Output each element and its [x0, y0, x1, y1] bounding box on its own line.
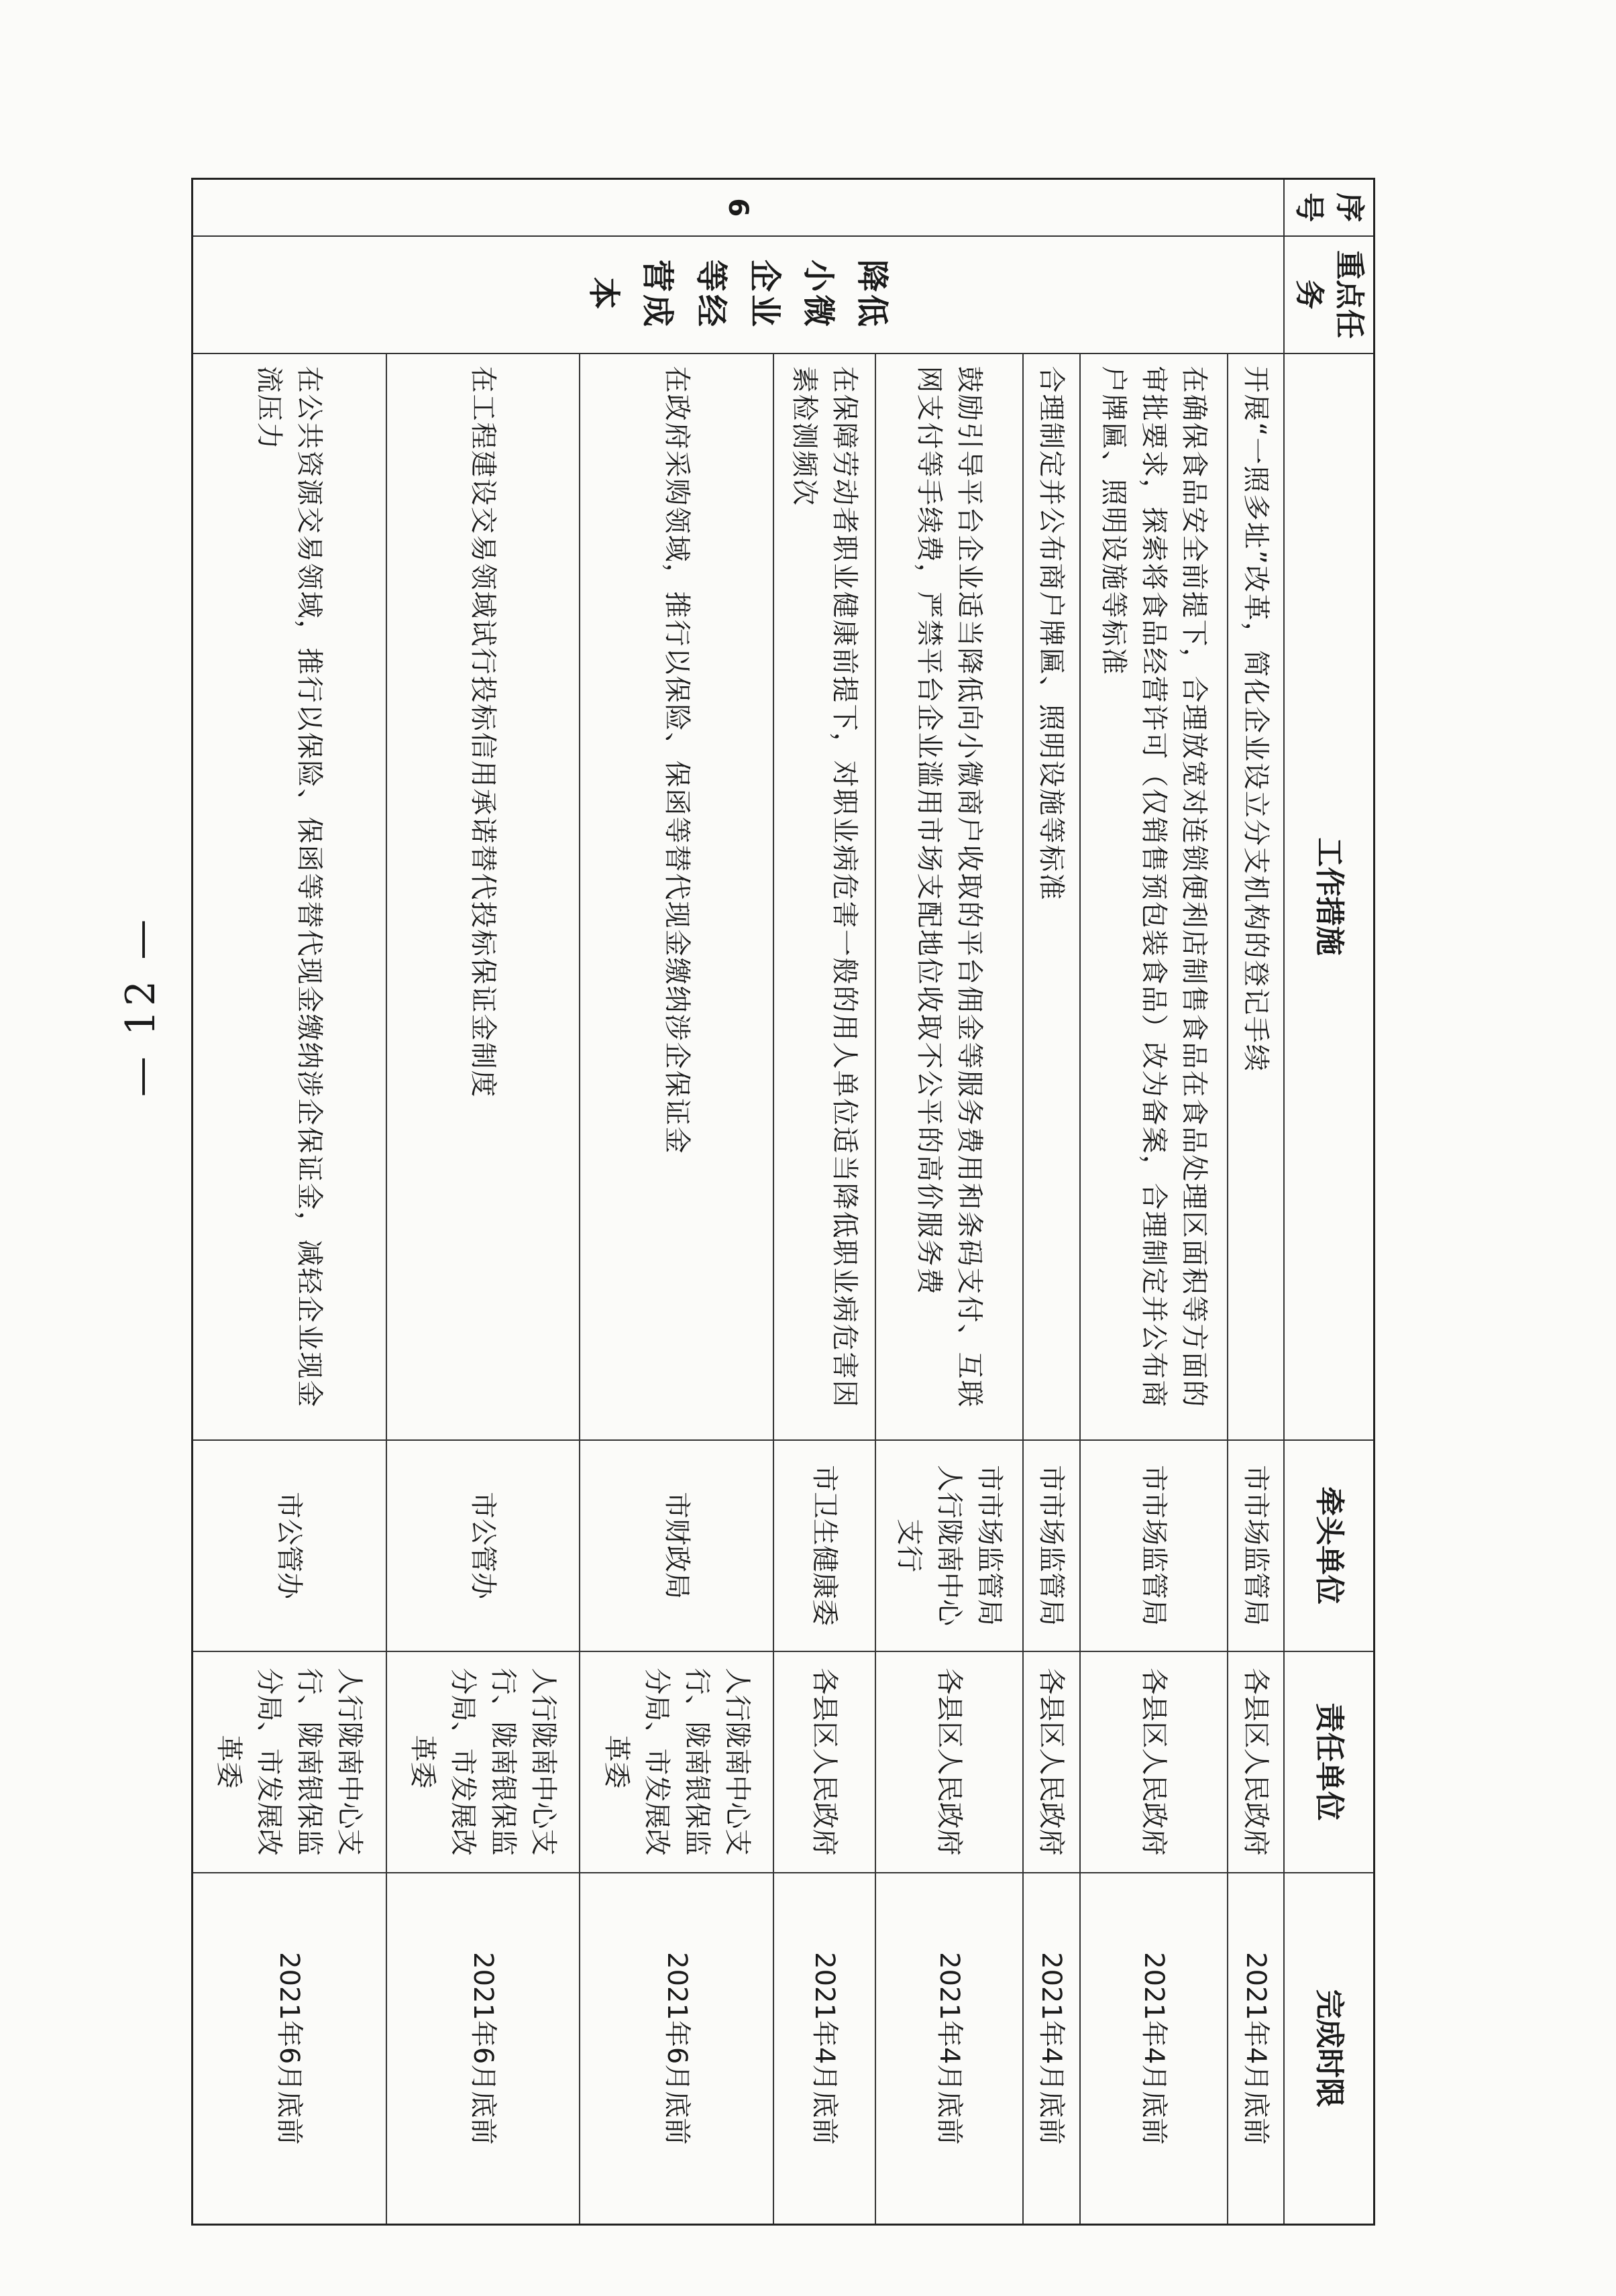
header-row: [1284, 179, 1375, 2225]
deadline-cell: 2021年4月底前: [875, 1873, 1023, 2225]
measure-cell: 合理制定并公布商户牌匾、照明设施等标准: [1023, 353, 1079, 1440]
task-cell: 降低小微企业等经营成本: [193, 236, 1285, 353]
responsible-cell: 各县区人民政府: [875, 1651, 1023, 1873]
lead-cell: 市卫生健康委: [773, 1440, 875, 1651]
seq-cell: 6: [193, 179, 1285, 236]
measure-cell: 开展“一照多址”改革，简化企业设立分支机构的登记手续: [1228, 353, 1284, 1440]
table-row: [875, 179, 1023, 2225]
deadline-cell: 2021年6月底前: [386, 1873, 580, 2225]
responsible-cell: 人行陇南中心支行、陇南银保监分局、市发展改革委: [580, 1651, 773, 1873]
table-row: [580, 179, 773, 2225]
header-task: 重点任务: [1284, 236, 1375, 353]
responsible-cell: 各县区人民政府: [1023, 1651, 1079, 1873]
measure-cell: 鼓励引导平台企业适当降低向小微商户收取的平台佣金等服务费用和条码支付、互联网支付等手续费，严禁平台企业滥用市场支配地位收取不公平的高价服务费: [875, 353, 1023, 1440]
deadline-cell: 2021年6月底前: [193, 1873, 386, 2225]
responsible-cell: 人行陇南中心支行、陇南银保监分局、市发展改革委: [193, 1651, 386, 1873]
lead-cell: 市市场监管局 人行陇南中心支行: [875, 1440, 1023, 1651]
lead-cell: 市市场监管局: [1080, 1440, 1228, 1651]
deadline-cell: 2021年6月底前: [580, 1873, 773, 2225]
lead-cell: 市公管办: [193, 1440, 386, 1651]
lead-cell: 市市场监管局: [1228, 1440, 1284, 1651]
header-deadline: 完成时限: [1284, 1873, 1375, 2225]
responsible-cell: 各县区人民政府: [1228, 1651, 1284, 1873]
table-row: [773, 179, 875, 2225]
measure-cell: 在确保食品安全前提下，合理放宽对连锁便利店制售食品在食品处理区面积等方面的审批要求，探索将食品经营许可（仅销售预包装食品）改为备案，合理制定并公布商户牌匾、照明设施等标准: [1080, 353, 1228, 1440]
measure-cell: 在公共资源交易领域，推行以保险、保函等替代现金缴纳涉企保证金，减轻企业现金流压力: [193, 353, 386, 1440]
lead-cell: 市公管办: [386, 1440, 580, 1651]
header-seq: 序号: [1284, 179, 1375, 236]
table-row: [1080, 179, 1228, 2225]
header-measure: 工作措施: [1284, 353, 1375, 1440]
measure-cell: 在保障劳动者职业健康前提下，对职业病危害一般的用人单位适当降低职业病危害因素检测频次: [773, 353, 875, 1440]
measure-cell: 在政府采购领域，推行以保险、保函等替代现金缴纳涉企保证金: [580, 353, 773, 1440]
responsible-cell: 各县区人民政府: [1080, 1651, 1228, 1873]
rotated-table-container: [191, 178, 1375, 2224]
table-row: [193, 179, 386, 2225]
table-row: [1228, 179, 1284, 2225]
table-row: [386, 179, 580, 2225]
responsible-cell: 各县区人民政府: [773, 1651, 875, 1873]
header-lead: 牵头单位: [1284, 1440, 1375, 1651]
lead-cell: 市财政局: [580, 1440, 773, 1651]
table-row: [1023, 179, 1079, 2225]
lead-cell: 市市场监管局: [1023, 1440, 1079, 1651]
header-responsible: 责任单位: [1284, 1651, 1375, 1873]
deadline-cell: 2021年4月底前: [773, 1873, 875, 2225]
deadline-cell: 2021年4月底前: [1023, 1873, 1079, 2225]
deadline-cell: 2021年4月底前: [1080, 1873, 1228, 2225]
task-table: [191, 178, 1375, 2226]
measure-cell: 在工程建设交易领域试行投标信用承诺替代投标保证金制度: [386, 353, 580, 1440]
responsible-cell: 人行陇南中心支行、陇南银保监分局、市发展改革委: [386, 1651, 580, 1873]
page-number: — 12 —: [117, 915, 164, 1097]
deadline-cell: 2021年4月底前: [1228, 1873, 1284, 2225]
